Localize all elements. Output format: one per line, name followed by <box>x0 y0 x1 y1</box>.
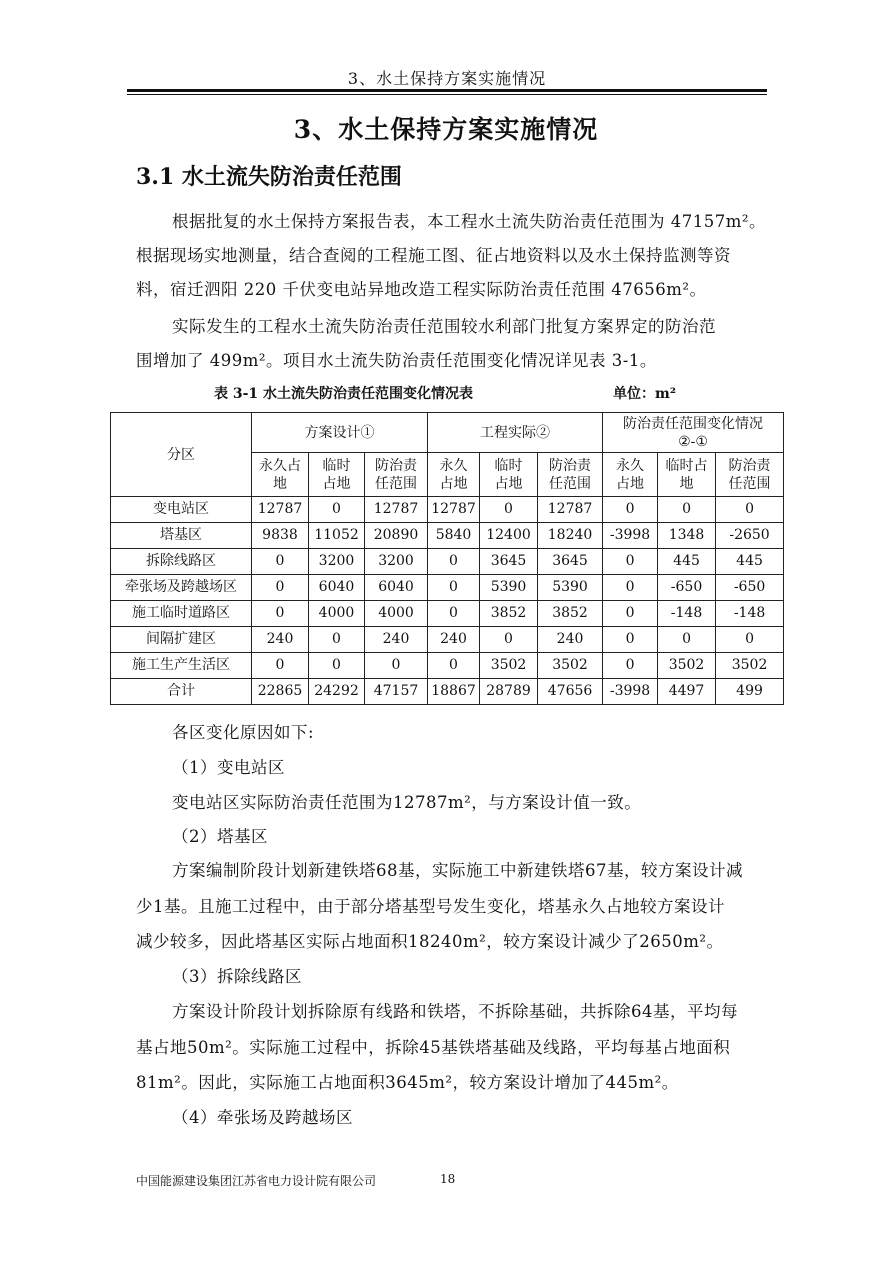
table-row <box>111 653 784 679</box>
table-cell: 0 <box>603 549 658 575</box>
table-cell: 3645 <box>480 549 538 575</box>
table-row <box>111 497 784 523</box>
table-cell: 0 <box>252 549 309 575</box>
table-cell: 4000 <box>365 601 428 627</box>
table-cell: 24292 <box>309 679 365 705</box>
subheader-cell: 防治责 任范围 <box>716 453 784 497</box>
footer-organization: 中国能源建设集团江苏省电力设计院有限公司 <box>136 1174 377 1188</box>
table-cell: -148 <box>658 601 716 627</box>
table-cell: 3502 <box>658 653 716 679</box>
table-cell: 塔基区 <box>111 523 252 549</box>
table-cell: 5840 <box>428 523 480 549</box>
table-cell: -3998 <box>603 523 658 549</box>
table-cell: 18240 <box>538 523 603 549</box>
header-zone: 分区 <box>111 413 252 497</box>
paragraph-line: 基占地50m²。实际施工过程中，拆除45基铁塔基础及线路，平均每基占地面积 <box>136 1038 731 1057</box>
subheader-cell: 防治责 任范围 <box>538 453 603 497</box>
table-cell: 0 <box>309 653 365 679</box>
subheader-cell: 永久 占地 <box>428 453 480 497</box>
table-cell: 间隔扩建区 <box>111 627 252 653</box>
table-cell: 0 <box>309 497 365 523</box>
table-cell: 1348 <box>658 523 716 549</box>
paragraph-line: 根据批复的水土保持方案报告表，本工程水土流失防治责任范围为 47157m²。 <box>172 212 766 231</box>
table-cell: 445 <box>658 549 716 575</box>
table-cell: 0 <box>658 497 716 523</box>
table-cell: 3852 <box>480 601 538 627</box>
table-cell: 47157 <box>365 679 428 705</box>
paragraph-line: 方案设计阶段计划拆除原有线路和铁塔，不拆除基础，共拆除64基，平均每 <box>172 1002 738 1021</box>
table-cell: 0 <box>428 601 480 627</box>
table-cell: 18867 <box>428 679 480 705</box>
subheader-cell: 临时占 地 <box>658 453 716 497</box>
table-row <box>111 549 784 575</box>
table-cell: 3502 <box>480 653 538 679</box>
table-cell: 6040 <box>365 575 428 601</box>
table-cell: 合计 <box>111 679 252 705</box>
paragraph-line: 料，宿迁泗阳 220 千伏变电站异地改造工程实际防治责任范围 47656m²。 <box>136 280 707 299</box>
table-cell: 28789 <box>480 679 538 705</box>
subsection-heading: （1）变电站区 <box>172 758 285 777</box>
table-cell: -3998 <box>603 679 658 705</box>
table-cell: 9838 <box>252 523 309 549</box>
paragraph-line: 方案编制阶段计划新建铁塔68基，实际施工中新建铁塔67基，较方案设计减 <box>172 861 743 880</box>
table-cell: 445 <box>716 549 784 575</box>
table-cell: 3502 <box>716 653 784 679</box>
paragraph-line: 根据现场实地测量，结合查阅的工程施工图、征占地资料以及水土保持监测等资 <box>136 246 731 265</box>
paragraph-line: 各区变化原因如下: <box>172 723 315 742</box>
table-row <box>111 601 784 627</box>
table-cell: -650 <box>658 575 716 601</box>
table-cell: 20890 <box>365 523 428 549</box>
subsection-heading: （3）拆除线路区 <box>172 967 302 986</box>
table-cell: 0 <box>603 601 658 627</box>
table-cell: 12787 <box>252 497 309 523</box>
table-cell: 0 <box>603 653 658 679</box>
subheader-cell: 防治责 任范围 <box>365 453 428 497</box>
subheader-cell: 临时 占地 <box>480 453 538 497</box>
responsibility-range-table <box>110 412 784 705</box>
table-cell: 240 <box>428 627 480 653</box>
table-row <box>111 575 784 601</box>
table-cell: 0 <box>716 497 784 523</box>
table-cell: 22865 <box>252 679 309 705</box>
subheader-cell: 永久占 地 <box>252 453 309 497</box>
table-cell: 5390 <box>538 575 603 601</box>
table-cell: -2650 <box>716 523 784 549</box>
table-cell: 0 <box>309 627 365 653</box>
header-change-line1: 防治责任范围变化情况 <box>623 415 764 432</box>
subheader-cell: 永久 占地 <box>603 453 658 497</box>
table-cell: 0 <box>603 575 658 601</box>
table-cell: 0 <box>480 627 538 653</box>
table-cell: 3200 <box>365 549 428 575</box>
table-cell: 0 <box>480 497 538 523</box>
header-rule-thin <box>127 94 767 95</box>
chapter-title: 3、水土保持方案实施情况 <box>293 115 599 144</box>
subsection-heading: （4）牵张场及跨越场区 <box>172 1108 353 1127</box>
table-row-total <box>111 679 784 705</box>
table-cell: 0 <box>603 627 658 653</box>
table-cell: 499 <box>716 679 784 705</box>
paragraph-line: 变电站区实际防治责任范围为12787m²，与方案设计值一致。 <box>172 793 642 812</box>
table-cell: 11052 <box>309 523 365 549</box>
table-cell: 12787 <box>365 497 428 523</box>
table-cell: 240 <box>538 627 603 653</box>
table-row <box>111 627 784 653</box>
header-actual: 工程实际② <box>428 413 603 453</box>
table-cell: 0 <box>428 653 480 679</box>
table-cell: 0 <box>252 575 309 601</box>
table-cell: 0 <box>716 627 784 653</box>
header-plan-design: 方案设计① <box>252 413 428 453</box>
page-number: 18 <box>440 1172 456 1186</box>
paragraph-line: 减少较多，因此塔基区实际占地面积18240m²，较方案设计减少了2650m²。 <box>136 932 724 951</box>
table-cell: 12787 <box>538 497 603 523</box>
subheader-cell: 临时 占地 <box>309 453 365 497</box>
table-cell: 3200 <box>309 549 365 575</box>
header-change <box>603 413 784 453</box>
table-cell: 47656 <box>538 679 603 705</box>
table-cell: 12400 <box>480 523 538 549</box>
table-cell: -650 <box>716 575 784 601</box>
header-change-line2: ②-① <box>678 433 708 450</box>
table-cell: 0 <box>658 627 716 653</box>
section-title: 3.1 水土流失防治责任范围 <box>136 164 402 190</box>
table-cell: 240 <box>365 627 428 653</box>
paragraph-line: 81m²。因此，实际施工占地面积3645m²，较方案设计增加了445m²。 <box>136 1073 679 1092</box>
table-cell: 12787 <box>428 497 480 523</box>
table-cell: 施工临时道路区 <box>111 601 252 627</box>
table-cell: 牵张场及跨越场区 <box>111 575 252 601</box>
table-cell: 6040 <box>309 575 365 601</box>
header-rule-thick <box>127 89 767 92</box>
table-cell: 0 <box>428 549 480 575</box>
table-cell: 4497 <box>658 679 716 705</box>
table-cell: 5390 <box>480 575 538 601</box>
table-cell: 3645 <box>538 549 603 575</box>
table-cell: 拆除线路区 <box>111 549 252 575</box>
table-caption: 表 3-1 水土流失防治责任范围变化情况表 <box>214 386 474 402</box>
table-cell: -148 <box>716 601 784 627</box>
table-cell: 3852 <box>538 601 603 627</box>
subsection-heading: （2）塔基区 <box>172 827 268 846</box>
paragraph-line: 实际发生的工程水土流失防治责任范围较水利部门批复方案界定的防治范 <box>172 317 716 336</box>
table-cell: 0 <box>428 575 480 601</box>
paragraph-line: 围增加了 499m²。项目水土流失防治责任范围变化情况详见表 3-1。 <box>136 351 657 370</box>
table-cell: 3502 <box>538 653 603 679</box>
table-cell: 4000 <box>309 601 365 627</box>
table-cell: 0 <box>252 653 309 679</box>
running-header: 3、水土保持方案实施情况 <box>347 69 547 88</box>
table-cell: 0 <box>252 601 309 627</box>
table-cell: 变电站区 <box>111 497 252 523</box>
table-row <box>111 523 784 549</box>
table-cell: 施工生产生活区 <box>111 653 252 679</box>
paragraph-line: 少1基。且施工过程中，由于部分塔基型号发生变化，塔基永久占地较方案设计 <box>136 897 725 916</box>
table-unit: 单位：m² <box>613 386 676 402</box>
table-cell: 0 <box>603 497 658 523</box>
table-cell: 240 <box>252 627 309 653</box>
table-cell: 0 <box>365 653 428 679</box>
